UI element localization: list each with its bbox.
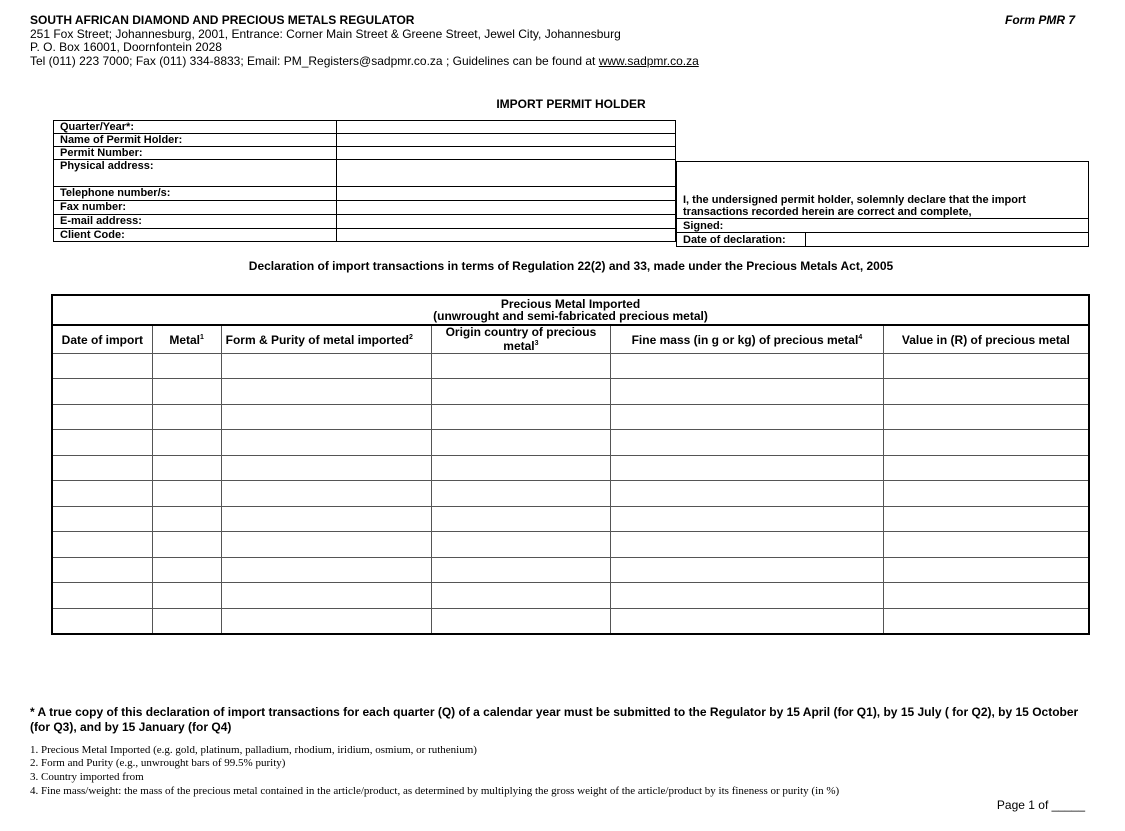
table-cell[interactable]: [431, 430, 610, 456]
table-cell[interactable]: [52, 353, 152, 379]
table-cell[interactable]: [52, 430, 152, 456]
permit-holder-table: [53, 120, 676, 242]
column-header: [221, 325, 431, 353]
table-cell[interactable]: [52, 379, 152, 405]
table-cell[interactable]: [431, 532, 610, 558]
table-row: [52, 532, 1089, 558]
field-row: [54, 201, 676, 215]
column-header: [52, 325, 152, 353]
field-row: [54, 215, 676, 229]
table-cell[interactable]: [52, 532, 152, 558]
field-value[interactable]: [337, 215, 676, 229]
field-label: Quarter/Year*:: [54, 121, 337, 134]
field-label: Client Code:: [54, 229, 337, 242]
field-row: [54, 160, 676, 187]
table-row: [52, 506, 1089, 532]
table-cell[interactable]: [431, 404, 610, 430]
table-cell[interactable]: [611, 608, 884, 634]
table-cell[interactable]: [52, 557, 152, 583]
regulation-line: Declaration of import transactions in terms of Regulation 22(2) and 33, made under the Precious Metals Act, 2005: [248, 259, 894, 273]
table-cell[interactable]: [611, 557, 884, 583]
field-value[interactable]: [337, 121, 676, 134]
signed-label[interactable]: Signed:: [677, 219, 1089, 233]
field-label: E-mail address:: [54, 215, 337, 229]
table-cell[interactable]: [611, 404, 884, 430]
table-title-1: Precious Metal Imported: [500, 297, 641, 311]
field-row: [54, 229, 676, 242]
column-header-label: Form & Purity of metal imported: [225, 333, 409, 348]
table-cell[interactable]: [221, 481, 431, 507]
column-header-label: Fine mass (in g or kg) of precious metal: [631, 333, 859, 348]
table-cell[interactable]: [883, 404, 1089, 430]
table-row: [52, 557, 1089, 583]
table-cell[interactable]: [611, 481, 884, 507]
table-cell[interactable]: [431, 481, 610, 507]
column-header: [431, 325, 610, 353]
table-cell[interactable]: [883, 379, 1089, 405]
field-label: Permit Number:: [54, 147, 337, 160]
declaration-box: [676, 161, 1089, 247]
declaration-statement: I, the undersigned permit holder, solemnly declare that the import transactions recorded herein are correct and complete,: [677, 162, 1089, 219]
column-header-footnote: 3: [534, 340, 539, 348]
page-number: Page 1 of _____: [996, 798, 1085, 812]
table-cell[interactable]: [152, 379, 221, 405]
field-label: Name of Permit Holder:: [54, 134, 337, 147]
footnote-3: 3. Country imported from: [30, 771, 144, 783]
table-cell[interactable]: [883, 506, 1089, 532]
column-header-label: Origin country of precious metal: [445, 325, 597, 354]
table-cell[interactable]: [883, 353, 1089, 379]
column-header-label: Value in (R) of precious metal: [901, 333, 1070, 348]
table-cell[interactable]: [52, 608, 152, 634]
table-cell[interactable]: [883, 557, 1089, 583]
date-field[interactable]: [806, 233, 1089, 247]
table-row: [52, 583, 1089, 609]
field-label: Fax number:: [54, 201, 337, 215]
contact-line: [30, 54, 699, 68]
table-row: [52, 455, 1089, 481]
table-row: [52, 379, 1089, 405]
table-cell[interactable]: [221, 455, 431, 481]
field-row: [54, 147, 676, 160]
field-value[interactable]: [337, 187, 676, 201]
table-cell[interactable]: [431, 506, 610, 532]
website-link[interactable]: www.sadpmr.co.za: [598, 54, 699, 68]
table-cell[interactable]: [883, 608, 1089, 634]
table-row: [52, 608, 1089, 634]
column-header: [611, 325, 884, 353]
footnote-1: 1. Precious Metal Imported (e.g. gold, platinum, palladium, rhodium, iridium, osmium, or ruthenium): [30, 744, 477, 756]
table-cell[interactable]: [152, 430, 221, 456]
field-label: Physical address:: [54, 160, 337, 187]
table-cell[interactable]: [52, 506, 152, 532]
section-title: IMPORT PERMIT HOLDER: [496, 97, 646, 111]
field-row: [54, 134, 676, 147]
column-header-label: Metal: [169, 333, 201, 348]
table-cell[interactable]: [152, 481, 221, 507]
field-value[interactable]: [337, 229, 676, 242]
table-title-2: (unwrought and semi-fabricated precious metal): [433, 309, 708, 323]
table-cell[interactable]: [152, 353, 221, 379]
field-row: [54, 187, 676, 201]
footnote-4: 4. Fine mass/weight: the mass of the precious metal contained in the article/product, as determined by multiplying the gross weight of the article/product by its fineness or purity (in %): [30, 785, 840, 797]
table-cell[interactable]: [221, 532, 431, 558]
table-cell[interactable]: [883, 481, 1089, 507]
table-cell[interactable]: [221, 506, 431, 532]
table-cell[interactable]: [611, 379, 884, 405]
submission-note: * A true copy of this declaration of import transactions for each quarter (Q) of a calendar year must be submitted to the Regulator by 15 April (for Q1), by 15 July ( for Q2), by 15 October (for Q3), and by 15 January (for Q4): [30, 705, 1079, 734]
table-cell[interactable]: [152, 532, 221, 558]
table-cell[interactable]: [152, 557, 221, 583]
transactions-table: [51, 294, 1090, 635]
table-cell[interactable]: [431, 608, 610, 634]
table-cell[interactable]: [431, 557, 610, 583]
table-cell[interactable]: [152, 404, 221, 430]
address-line-1: 251 Fox Street; Johannesburg, 2001, Entrance: Corner Main Street & Greene Street, Jewel City, Johannesburg: [30, 27, 621, 41]
table-cell[interactable]: [152, 583, 221, 609]
table-cell[interactable]: [611, 583, 884, 609]
field-value[interactable]: [337, 160, 676, 187]
field-value[interactable]: [337, 147, 676, 160]
date-label: Date of declaration:: [677, 233, 806, 247]
table-cell[interactable]: [883, 532, 1089, 558]
column-header: [883, 325, 1089, 353]
table-cell[interactable]: [52, 481, 152, 507]
table-cell[interactable]: [221, 404, 431, 430]
table-row: [52, 430, 1089, 456]
table-cell[interactable]: [221, 608, 431, 634]
table-cell[interactable]: [431, 379, 610, 405]
table-cell[interactable]: [883, 455, 1089, 481]
table-cell[interactable]: [611, 532, 884, 558]
footnote-2: 2. Form and Purity (e.g., unwrought bars of 99.5% purity): [30, 757, 286, 769]
table-cell[interactable]: [221, 430, 431, 456]
table-cell[interactable]: [431, 353, 610, 379]
form-number: Form PMR 7: [1004, 13, 1075, 27]
table-cell[interactable]: [883, 583, 1089, 609]
table-cell[interactable]: [221, 557, 431, 583]
table-cell[interactable]: [431, 455, 610, 481]
table-cell[interactable]: [152, 608, 221, 634]
table-cell[interactable]: [221, 353, 431, 379]
column-header-footnote: 1: [200, 334, 204, 342]
table-cell[interactable]: [52, 583, 152, 609]
table-cell[interactable]: [221, 379, 431, 405]
table-row: [52, 353, 1089, 379]
table-title: [52, 295, 1089, 325]
table-row: [52, 481, 1089, 507]
field-label: Telephone number/s:: [54, 187, 337, 201]
table-cell[interactable]: [883, 430, 1089, 456]
address-line-2: P. O. Box 16001, Doornfontein 2028: [30, 40, 222, 54]
column-header: [152, 325, 221, 353]
field-row: [54, 121, 676, 134]
table-cell[interactable]: [611, 455, 884, 481]
column-header-label: Date of import: [61, 333, 143, 348]
table-cell[interactable]: [52, 455, 152, 481]
column-header-footnote: 4: [858, 334, 863, 342]
table-cell[interactable]: [611, 430, 884, 456]
contact-text: Tel (011) 223 7000; Fax (011) 334-8833; Email: PM_Registers@sadpmr.co.za ; Guidelines can be found at: [30, 54, 599, 68]
table-row: [52, 404, 1089, 430]
table-cell[interactable]: [611, 506, 884, 532]
field-value[interactable]: [337, 201, 676, 215]
org-name: SOUTH AFRICAN DIAMOND AND PRECIOUS METALS REGULATOR: [30, 13, 415, 27]
column-header-footnote: 2: [408, 334, 413, 342]
table-cell[interactable]: [152, 455, 221, 481]
table-cell[interactable]: [611, 353, 884, 379]
table-cell[interactable]: [152, 506, 221, 532]
table-cell[interactable]: [431, 583, 610, 609]
table-cell[interactable]: [221, 583, 431, 609]
field-value[interactable]: [337, 134, 676, 147]
table-cell[interactable]: [52, 404, 152, 430]
